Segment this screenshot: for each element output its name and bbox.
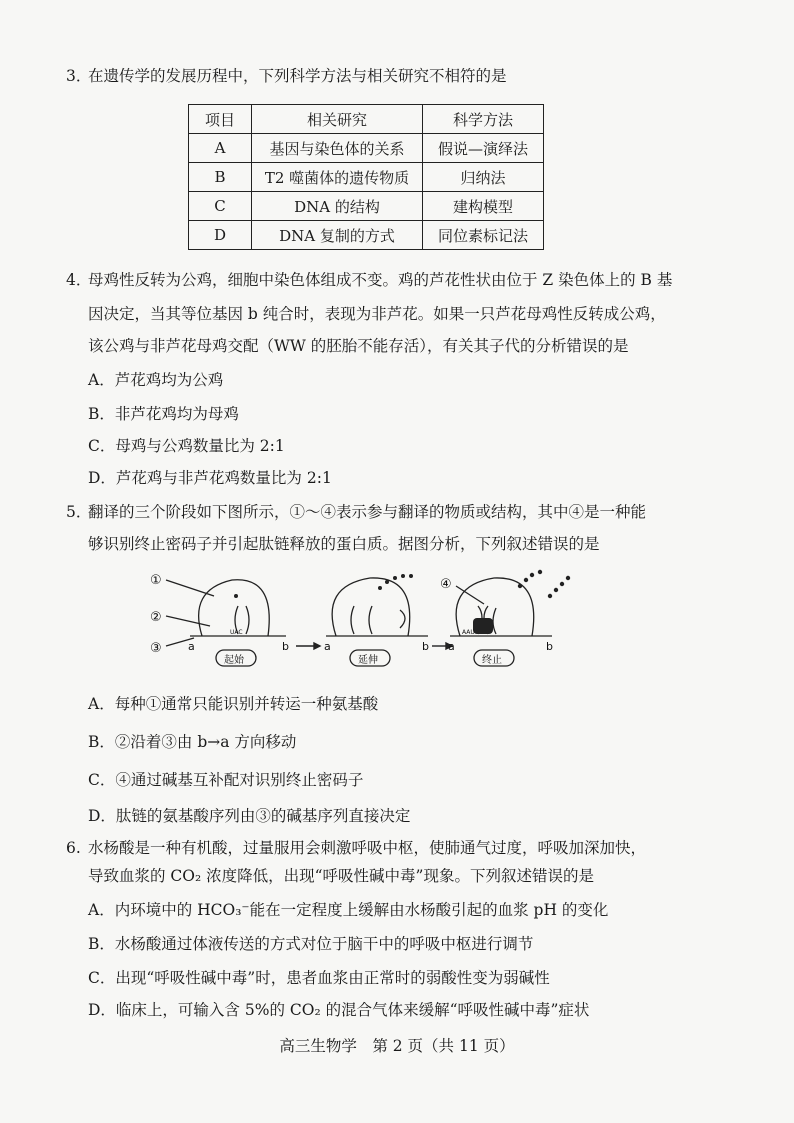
q3-number: 3． (66, 67, 92, 85)
q4-stem-line-3: 该公鸡与非芦花母鸡交配（WW 的胚胎不能存活），有关其子代的分析错误的是 (88, 337, 629, 355)
amino-acid-bead (524, 578, 528, 582)
q6-stem-text: 水杨酸是一种有机酸，过量服用会刺激呼吸中枢，使肺通气过度，呼吸加深加快， (88, 839, 647, 857)
table-cell: B (189, 163, 252, 192)
end-label-b: b (422, 640, 429, 653)
page-footer: 高三生物学 第 2 页（共 11 页） (279, 1037, 515, 1055)
q6-stem-line-2: 导致血浆的 CO₂ 浓度降低，出现“呼吸性碱中毒”现象。下列叙述错误的是 (88, 867, 594, 885)
q5-stem-line-1 (66, 502, 646, 522)
q4-option-d: D．芦花鸡与非芦花鸡数量比为 2:1 (88, 469, 332, 487)
amino-acid-bead (393, 576, 397, 580)
table-row (189, 192, 544, 221)
q5-option-a: A．每种①通常只能识别并转运一种氨基酸 (88, 695, 379, 713)
table-header: 项目 (189, 105, 252, 134)
table-cell: DNA 复制的方式 (252, 221, 423, 250)
table-header-row (189, 105, 544, 134)
leader-line (166, 580, 214, 596)
amino-acid-bead (401, 574, 405, 578)
q6-number: 6. (66, 839, 81, 857)
amino-acid-bead (385, 580, 389, 584)
table-row (189, 163, 544, 192)
q4-option-c: C．母鸡与公鸡数量比为 2:1 (88, 437, 285, 455)
end-label-a: a (188, 640, 195, 653)
q6-option-a: A．内环境中的 HCO₃⁻能在一定程度上缓解由水杨酸引起的血浆 pH 的变化 (88, 901, 609, 919)
arrow-icon (314, 643, 320, 649)
table-cell: 建构模型 (423, 192, 544, 221)
amino-acid-bead (378, 586, 382, 590)
leader-line (166, 616, 210, 626)
trna-shape (351, 606, 372, 634)
amino-acid-bead (548, 594, 552, 598)
codon-label: AAU (462, 629, 475, 636)
release-factor-body (473, 618, 493, 634)
figure-marker-3: ③ (150, 641, 162, 656)
q5-option-d: D．肽链的氨基酸序列由③的碱基序列直接决定 (88, 807, 411, 825)
amino-acid-bead (409, 574, 413, 578)
q5-stem-line-2: 够识别终止密码子并引起肽链释放的蛋白质。据图分析，下列叙述错误的是 (88, 535, 600, 553)
leader-line (456, 586, 484, 604)
table-cell: D (189, 221, 252, 250)
q6-option-d: D．临床上，可输入含 5%的 CO₂ 的混合气体来缓解“呼吸性碱中毒”症状 (88, 1001, 590, 1019)
q6-stem-line-1 (66, 838, 646, 858)
stage-label-elongation: 延伸 (358, 655, 378, 666)
end-label-a: a (324, 640, 331, 653)
q3-stem-text: 在遗传学的发展历程中，下列科学方法与相关研究不相符的是 (88, 67, 507, 85)
table-row (189, 134, 544, 163)
q4-stem-line-1 (66, 270, 672, 290)
q5-option-c: C．④通过碱基互补配对识别终止密码子 (88, 771, 364, 789)
q5-number: 5． (66, 503, 92, 521)
end-label-b: b (546, 640, 553, 653)
amino-acid-bead (566, 576, 570, 580)
end-label-b: b (282, 640, 289, 653)
table-header: 科学方法 (423, 105, 544, 134)
trna-shape (400, 610, 405, 628)
table-cell: DNA 的结构 (252, 192, 423, 221)
table-cell: 归纳法 (423, 163, 544, 192)
q4-option-a: A．芦花鸡均为公鸡 (88, 371, 224, 389)
trna-shape (493, 608, 496, 634)
q3-stem (66, 66, 507, 86)
ribosome-shape (199, 580, 270, 636)
translation-figure (150, 566, 590, 670)
amino-acid-bead (554, 588, 558, 592)
q3-table (188, 104, 544, 250)
table-row (189, 221, 544, 250)
q4-stem-text: 母鸡性反转为公鸡，细胞中染色体组成不变。鸡的芦花性状由位于 Z 染色体上的 B 基 (88, 271, 673, 289)
amino-acid-bead (234, 594, 238, 598)
figure-marker-1: ① (150, 573, 162, 588)
table-cell: C (189, 192, 252, 221)
q5-option-b: B．②沿着③由 b→a 方向移动 (88, 733, 297, 751)
table-cell: 同位素标记法 (423, 221, 544, 250)
codon-label: UAC (230, 629, 243, 636)
end-label-a: a (448, 640, 455, 653)
table-cell: T2 噬菌体的遗传物质 (252, 163, 423, 192)
figure-marker-4: ④ (440, 577, 452, 592)
q5-stem-text: 翻译的三个阶段如下图所示，①～④表示参与翻译的物质或结构，其中④是一种能 (88, 503, 647, 521)
amino-acid-bead (530, 573, 534, 577)
q4-option-b: B．非芦花鸡均为母鸡 (88, 405, 239, 423)
table-cell: 假说—演绎法 (423, 134, 544, 163)
amino-acid-bead (560, 582, 564, 586)
table-cell: 基因与染色体的关系 (252, 134, 423, 163)
stage-label-termination: 终止 (482, 655, 502, 666)
q6-option-b: B．水杨酸通过体液传送的方式对位于脑干中的呼吸中枢进行调节 (88, 935, 534, 953)
q4-number: 4． (66, 271, 92, 289)
amino-acid-bead (538, 570, 542, 574)
table-cell: A (189, 134, 252, 163)
q6-option-c: C．出现“呼吸性碱中毒”时，患者血浆由正常时的弱酸性变为弱碱性 (88, 969, 550, 987)
stage-label-start: 起始 (224, 655, 244, 666)
amino-acid-bead (518, 584, 522, 588)
q4-stem-line-2: 因决定，当其等位基因 b 纯合时，表现为非芦花。如果一只芦花母鸡性反转成公鸡， (88, 305, 666, 323)
table-header: 相关研究 (252, 105, 423, 134)
figure-marker-2: ② (150, 610, 162, 625)
